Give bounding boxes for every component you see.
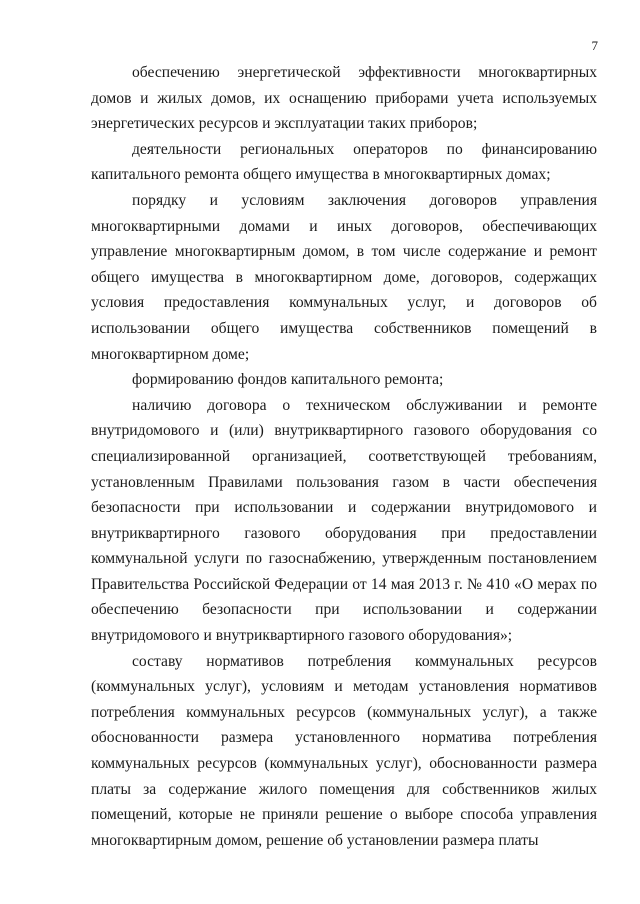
paragraph-regional-operators: деятельности региональных операторов по финансированию капитального ремонта общего имущества в многоквартирных домах; xyxy=(91,140,597,184)
paragraph-management-contracts: порядку и условиям заключения договоров управления многоквартирными домами и иных договоров, обеспечивающих управление многоквартирным домом, в том числе содержание и ремонт общего имущества в многоквартирном доме, договоров, содержащих условия предоставления коммунальных услуг, и договоров об использовании общего имущества собственников помещений в многоквартирном доме; xyxy=(91,191,597,363)
document-body xyxy=(91,60,597,853)
page-number: 7 xyxy=(591,38,598,53)
paragraph-energy-efficiency: обеспечению энергетической эффективности многоквартирных домов и жилых домов, их оснащению приборами учета используемых энергетических ресурсов и эксплуатации таких приборов; xyxy=(91,64,597,133)
paragraph-repair-funds: формированию фондов капитального ремонта; xyxy=(132,371,444,389)
paragraph-consumption-norms: составу нормативов потребления коммунальных ресурсов (коммунальных услуг), условиям и методам установления нормативов потребления коммунальных ресурсов (коммунальных услуг), а также обоснованности размера установленного норматива потребления коммунальных ресурсов (коммунальных услуг), обоснованности размера платы за содержание жилого помещения для собственников жилых помещений, которые не приняли решение о выборе способа управления многоквартирным домом, решение об установлении размера платы xyxy=(91,652,597,849)
paragraph-gas-equipment: наличию договора о техническом обслуживании и ремонте внутридомового и (или) внутриквартирного газового оборудования со специализированной организацией, соответствующей требованиям, установленным Правилами пользования газом в части обеспечения безопасности при использовании и содержании внутридомового и внутриквартирного газового оборудования при предоставлении коммунальной услуги по газоснабжению, утвержденным постановлением Правительства Российской Федерации от 14 мая 2013 г. № 410 «О мерах по обеспечению безопасности при использовании и содержании внутридомового и внутриквартирного газового оборудования»; xyxy=(91,396,597,645)
